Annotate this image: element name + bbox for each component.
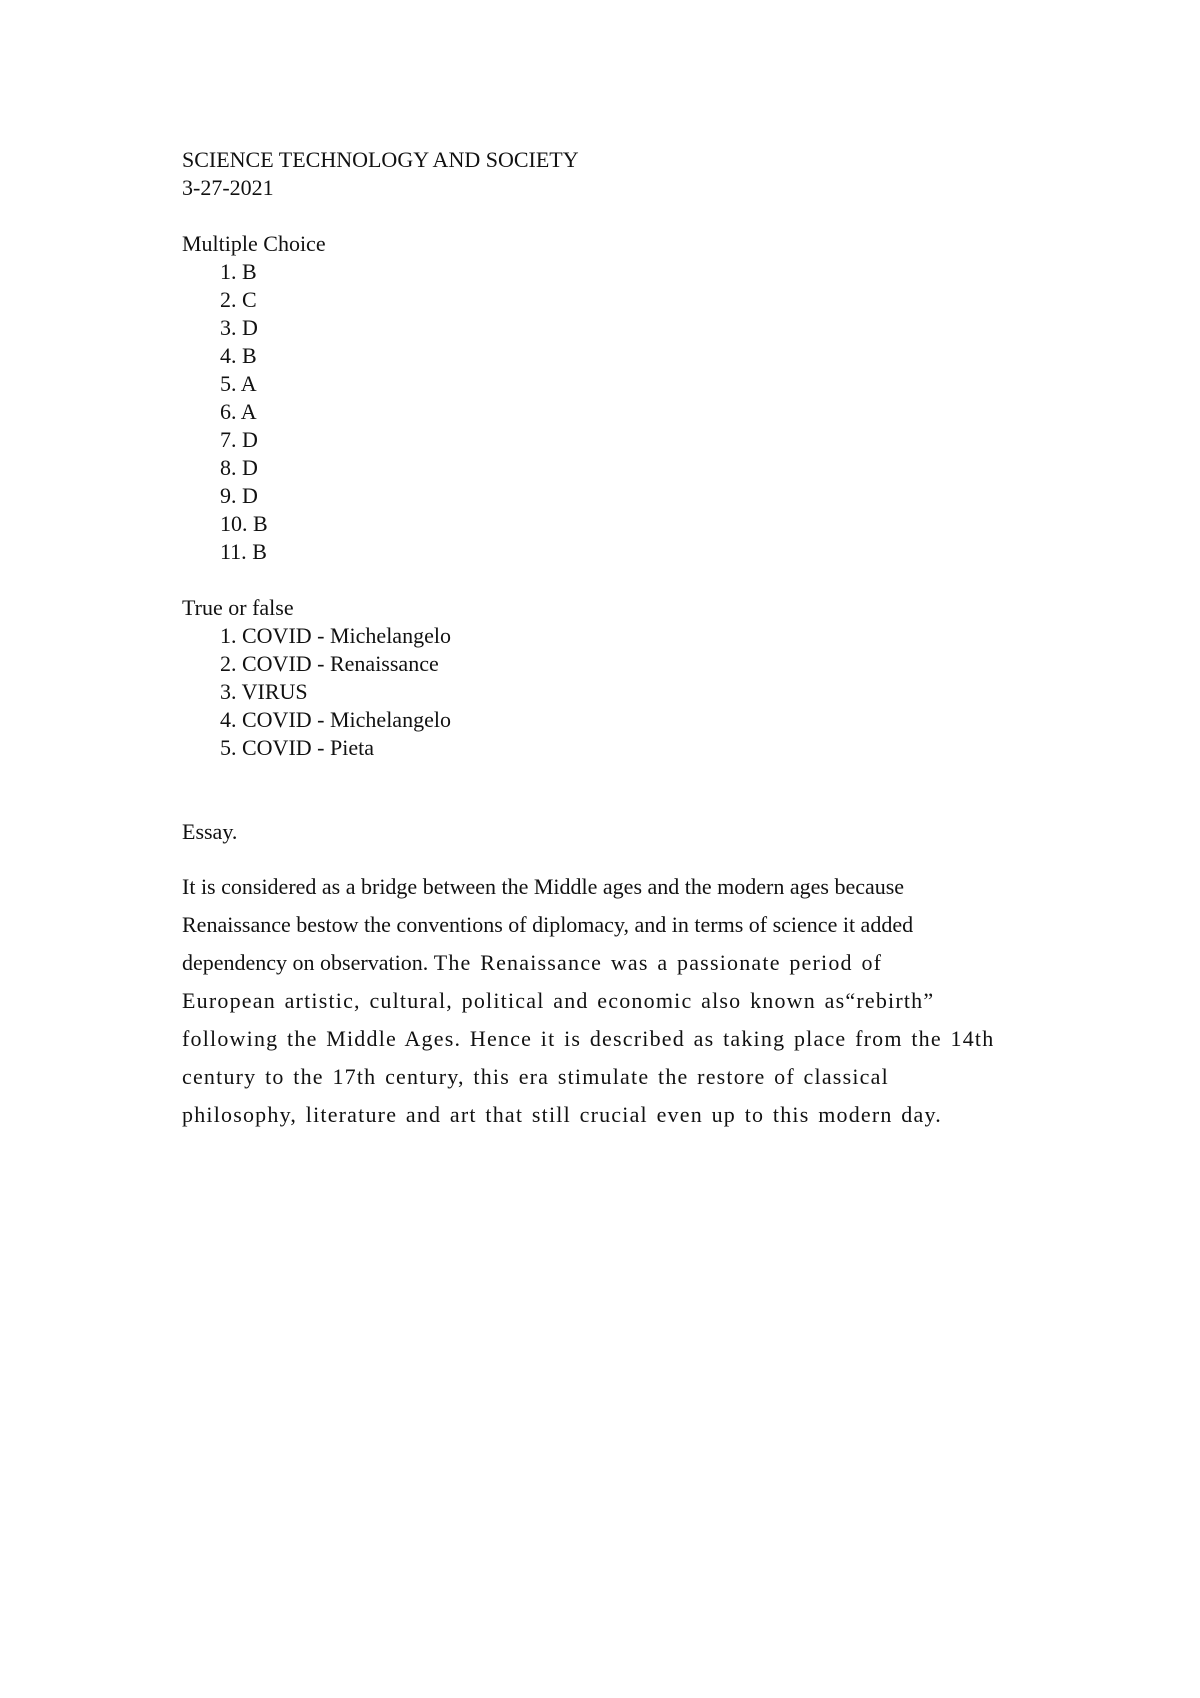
list-item bbox=[182, 482, 1082, 510]
item-number: 8. bbox=[220, 455, 237, 480]
item-number: 11. bbox=[220, 539, 247, 564]
item-answer: D bbox=[242, 483, 258, 508]
list-item bbox=[182, 286, 1082, 314]
essay-line: Renaissance bestow the conventions of diplomacy, and in terms of science it added bbox=[182, 912, 914, 937]
item-answer: COVID - Renaissance bbox=[242, 651, 439, 676]
item-number: 1. bbox=[220, 623, 237, 648]
item-number: 1. bbox=[220, 259, 237, 284]
item-number: 2. bbox=[220, 651, 237, 676]
list-item bbox=[182, 426, 1082, 454]
list-item bbox=[182, 258, 1082, 286]
item-number: 2. bbox=[220, 287, 237, 312]
list-item bbox=[182, 314, 1082, 342]
document-content bbox=[182, 146, 1082, 1134]
multiple-choice-heading: Multiple Choice bbox=[182, 231, 326, 256]
spacer bbox=[182, 762, 1082, 818]
item-answer: A bbox=[240, 399, 257, 424]
item-answer: B bbox=[252, 539, 267, 564]
essay-line bbox=[182, 944, 1042, 982]
spacer bbox=[182, 202, 1082, 230]
essay-heading: Essay. bbox=[182, 819, 238, 844]
item-number: 9. bbox=[220, 483, 237, 508]
list-item bbox=[182, 650, 1082, 678]
essay-line: century to the 17th century, this era stimulate the restore of classical bbox=[182, 1064, 889, 1089]
essay-line: following the Middle Ages. Hence it is described as taking place from the 14th bbox=[182, 1026, 995, 1051]
item-answer: B bbox=[242, 259, 257, 284]
item-number: 7. bbox=[220, 427, 237, 452]
list-item bbox=[182, 370, 1082, 398]
list-item bbox=[182, 706, 1082, 734]
item-answer: D bbox=[242, 427, 258, 452]
list-item bbox=[182, 454, 1082, 482]
item-number: 4. bbox=[220, 343, 237, 368]
true-false-heading: True or false bbox=[182, 595, 294, 620]
list-item bbox=[182, 678, 1082, 706]
item-number: 6. bbox=[220, 399, 237, 424]
list-item bbox=[182, 622, 1082, 650]
document-date: 3-27-2021 bbox=[182, 175, 274, 200]
item-answer: C bbox=[242, 287, 257, 312]
item-answer: COVID - Pieta bbox=[242, 735, 374, 760]
true-false-list bbox=[182, 622, 1082, 762]
item-answer: VIRUS bbox=[241, 679, 308, 704]
list-item bbox=[182, 342, 1082, 370]
item-number: 3. bbox=[220, 679, 237, 704]
item-answer: A bbox=[240, 371, 257, 396]
multiple-choice-list bbox=[182, 258, 1082, 566]
item-number: 5. bbox=[220, 371, 237, 396]
item-answer: B bbox=[253, 511, 268, 536]
item-number: 10. bbox=[220, 511, 248, 536]
item-answer: COVID - Michelangelo bbox=[242, 707, 451, 732]
item-answer: COVID - Michelangelo bbox=[242, 623, 451, 648]
essay-line: philosophy, literature and art that still crucial even up to this modern day. bbox=[182, 1102, 942, 1127]
item-answer: D bbox=[242, 315, 258, 340]
essay-paragraph bbox=[182, 868, 1042, 1134]
essay-line: It is considered as a bridge between the Middle ages and the modern ages because bbox=[182, 874, 905, 899]
item-answer: B bbox=[242, 343, 257, 368]
essay-line-part: The Renaissance was a passionate period of bbox=[433, 950, 883, 975]
item-number: 3. bbox=[220, 315, 237, 340]
item-number: 5. bbox=[220, 735, 237, 760]
essay-line-part: dependency on observation. bbox=[182, 950, 429, 975]
item-number: 4. bbox=[220, 707, 237, 732]
list-item bbox=[182, 538, 1082, 566]
spacer bbox=[182, 566, 1082, 594]
document-title: SCIENCE TECHNOLOGY AND SOCIETY bbox=[182, 147, 579, 172]
item-answer: D bbox=[242, 455, 258, 480]
list-item bbox=[182, 734, 1082, 762]
list-item bbox=[182, 398, 1082, 426]
essay-line: European artistic, cultural, political and economic also known as“rebirth” bbox=[182, 988, 935, 1013]
list-item bbox=[182, 510, 1082, 538]
